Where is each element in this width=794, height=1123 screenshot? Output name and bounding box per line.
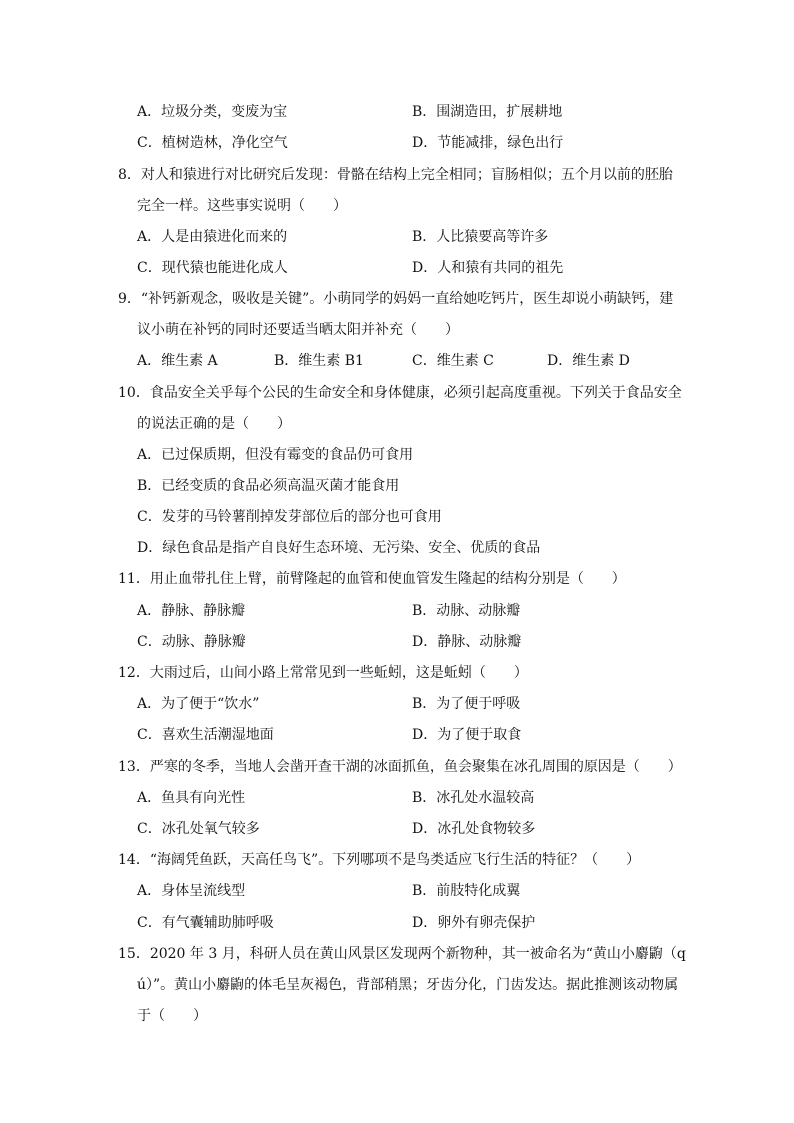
q12-option-d: D．为了便于取食	[412, 727, 522, 743]
q9-stem-line1: 9．“补钙新观念，吸收是关键”。小萌同学的妈妈一直给她吃钙片，医生却说小萌缺钙，建	[118, 291, 674, 307]
q15-stem-line3: 于（ ）	[137, 1008, 207, 1024]
q10-option-d: D．绿色食品是指产自良好生态环境、无污染、安全、优质的食品	[137, 540, 541, 556]
q14-option-c: C．有气囊辅助肺呼吸	[137, 915, 274, 931]
q8-stem-line1: 8．对人和猿进行对比研究后发现：骨骼在结构上完全相同；盲肠相似；五个月以前的胚胎	[118, 167, 673, 183]
q11-option-d: D．静脉、动脉瓣	[412, 634, 522, 650]
q8-option-c: C．现代猿也能进化成人	[137, 260, 288, 276]
q7-option-c: C．植树造林，净化空气	[137, 135, 288, 151]
q9-option-d: D．维生素 D	[547, 353, 630, 369]
q14-option-b: B．前肢特化成翼	[412, 883, 521, 899]
q12-stem-line1: 12．大雨过后，山间小路上常常见到一些蚯蚓，这是蚯蚓（ ）	[118, 665, 528, 681]
q8-option-b: B．人比猿要高等许多	[412, 229, 549, 245]
q10-stem-line2: 的说法正确的是（ ）	[137, 416, 291, 432]
q14-option-d: D．卵外有卵壳保护	[412, 915, 536, 931]
q10-stem-line1: 10．食品安全关乎每个公民的生命安全和身体健康，必须引起高度重视。下列关于食品安全	[118, 385, 682, 401]
q9-stem-line2: 议小萌在补钙的同时还要适当晒太阳并补充（ ）	[137, 322, 459, 338]
q13-option-c: C．冰孔处氧气较多	[137, 821, 260, 837]
q15-stem-line1: 15．2020 年 3 月，科研人员在黄山风景区发现两个新物种，其一被命名为“黄山小麝鼩（q	[118, 946, 686, 962]
q11-option-c: C．动脉、静脉瓣	[137, 634, 246, 650]
q12-option-a: A．为了便于“饮水”	[137, 696, 260, 712]
q14-option-a: A．身体呈流线型	[137, 883, 246, 899]
q7-option-b: B．围湖造田，扩展耕地	[412, 104, 563, 120]
q11-option-a: A．静脉、静脉瓣	[137, 603, 246, 619]
q9-option-b: B．维生素 B1	[274, 353, 364, 369]
q12-option-b: B．为了便于呼吸	[412, 696, 521, 712]
q8-option-d: D．人和猿有共同的祖先	[412, 260, 564, 276]
q14-stem-line1: 14．“海阔凭鱼跃，天高任鸟飞”。下列哪项不是鸟类适应飞行生活的特征？（ ）	[118, 852, 641, 868]
q13-option-a: A．鱼具有向光性	[137, 790, 246, 806]
q13-stem-line1: 13．严寒的冬季，当地人会凿开查干湖的冰面抓鱼，鱼会聚集在冰孔周围的原因是（ ）	[118, 759, 682, 775]
q12-option-c: C．喜欢生活潮湿地面	[137, 727, 274, 743]
q11-option-b: B．动脉、动脉瓣	[412, 603, 521, 619]
q13-option-b: B．冰孔处水温较高	[412, 790, 535, 806]
q8-stem-line2: 完全一样。这些事实说明（ ）	[137, 198, 347, 214]
q7-option-a: A．垃圾分类，变废为宝	[137, 104, 288, 120]
q10-option-c: C．发芽的马铃薯削掉发芽部位后的部分也可食用	[137, 509, 442, 525]
q9-option-a: A．维生素 A	[137, 353, 218, 369]
q13-option-d: D．冰孔处食物较多	[412, 821, 536, 837]
q15-stem-line2: ú）”。黄山小麝鼩的体毛呈灰褐色，背部稍黑；牙齿分化，门齿发达。据此推测该动物属	[137, 977, 679, 993]
q10-option-b: B．已经变质的食品必须高温灭菌才能食用	[137, 478, 400, 494]
q8-option-a: A．人是由猿进化而来的	[137, 229, 288, 245]
q7-option-d: D．节能减排，绿色出行	[412, 135, 564, 151]
q10-option-a: A．已过保质期，但没有霉变的食品仍可食用	[137, 447, 414, 463]
q11-stem-line1: 11．用止血带扎住上臂，前臂隆起的血管和使血管发生隆起的结构分别是（ ）	[118, 571, 626, 587]
q9-option-c: C．维生素 C	[412, 353, 494, 369]
